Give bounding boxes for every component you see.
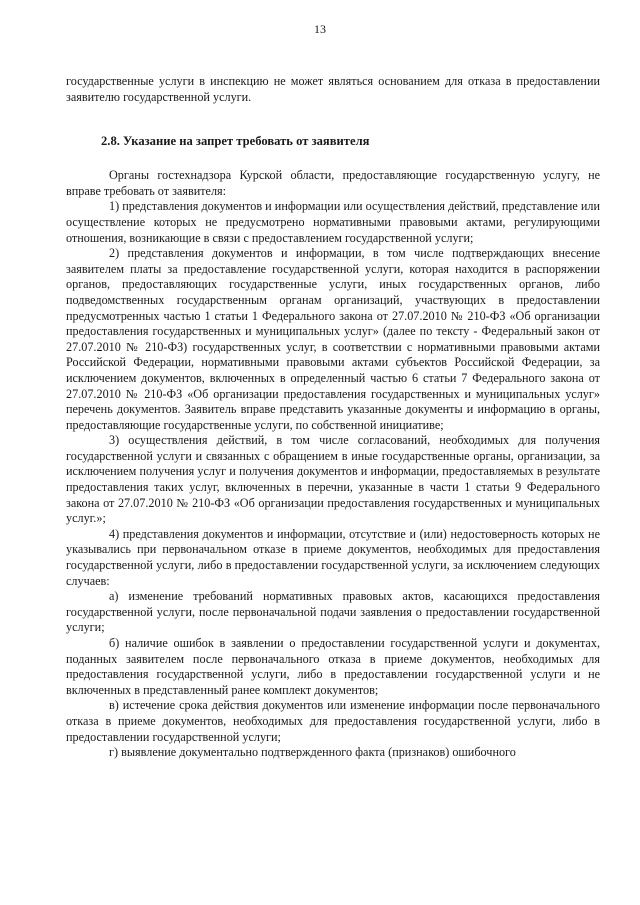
paragraph-item-2: 2) представления документов и информации, в том числе подтверждающих внесение заявителем платы за предоставление государственной услуги, которая находится в распоряжении органов, предоставляющих государственные услуги, иных государственных органов, либо подведомственных государственным органам организаций, участвующих в предоставлении предусмотренных частью 1 статьи 1 Федерального закона от 27.07.2010 № 210-ФЗ «Об организации предоставления государственных и муниципальных услуг» (далее по тексту - Федеральный закон от 27.07.2010 № 210-ФЗ) государственных услуг, в соответствии с нормативными правовыми актами Российской Федерации, нормативными правовыми актами субъектов Российской Федерации, за исключением документов, включенных в определенный частью 6 статьи 7 Федерального закона от 27.07.2010 № 210-ФЗ «Об организации предоставления государственных и муниципальных услуг» перечень документов. Заявитель вправе представить указанные документы и информацию в органы, предоставляющие государственные услуги, по собственной инициативе; [66,246,600,432]
paragraph-subitem-v: в) истечение срока действия документов или изменение информации после первоначального отказа в приеме документов, необходимых для предоставления государственной услуги, либо в предоставлении государственной услуги; [66,698,600,744]
paragraph-subitem-b: б) наличие ошибок в заявлении о предоставлении государственной услуги и документах, поданных заявителем после первоначального отказа в приеме документов, необходимых для предоставления государственной услуги, либо в предоставлении государственной услуги и не включенных в представленный ранее комплект документов; [66,636,600,697]
section-heading: 2.8. Указание на запрет требовать от заявителя [101,134,370,149]
intro-paragraph: государственные услуги в инспекцию не может являться основанием для отказа в предоставлении заявителю государственной услуги. [66,74,600,104]
paragraph-item-3: 3) осуществления действий, в том числе согласований, необходимых для получения государственной услуги и связанных с обращением в иные государственные органы, организации, за исключением получения услуг и получения документов и информации, предоставляемых в результате предоставления таких услуг, включенных в перечни, указанные в части 1 статьи 9 Федерального закона от 27.07.2010 № 210-ФЗ «Об организации предоставления государственных и муниципальных услуг.»; [66,433,600,526]
paragraph-subitem-g: г) выявление документально подтвержденного факта (признаков) ошибочного [109,745,516,760]
page-number: 13 [314,22,326,36]
paragraph-item-4: 4) представления документов и информации, отсутствие и (или) недостоверность которых не указывались при первоначальном отказе в приеме документов, необходимых для предоставления государственной услуги, либо в предоставлении государственной услуги, за исключением следующих случаев: [66,526,600,588]
paragraph-subitem-a: а) изменение требований нормативных правовых актов, касающихся предоставления государственной услуги, после первоначальной подачи заявления о предоставлении государственной услуги; [66,589,600,635]
document-body [66,74,600,761]
paragraph-item-1: 1) представления документов и информации или осуществления действий, представление или осуществление которых не предусмотрено нормативными правовыми актами, регулирующими отношения, возникающие в связи с предоставлением государственной услуги; [66,199,600,245]
paragraph-preamble: Органы гостехнадзора Курской области, предоставляющие государственную услугу, не вправе требовать от заявителя: [66,168,600,198]
